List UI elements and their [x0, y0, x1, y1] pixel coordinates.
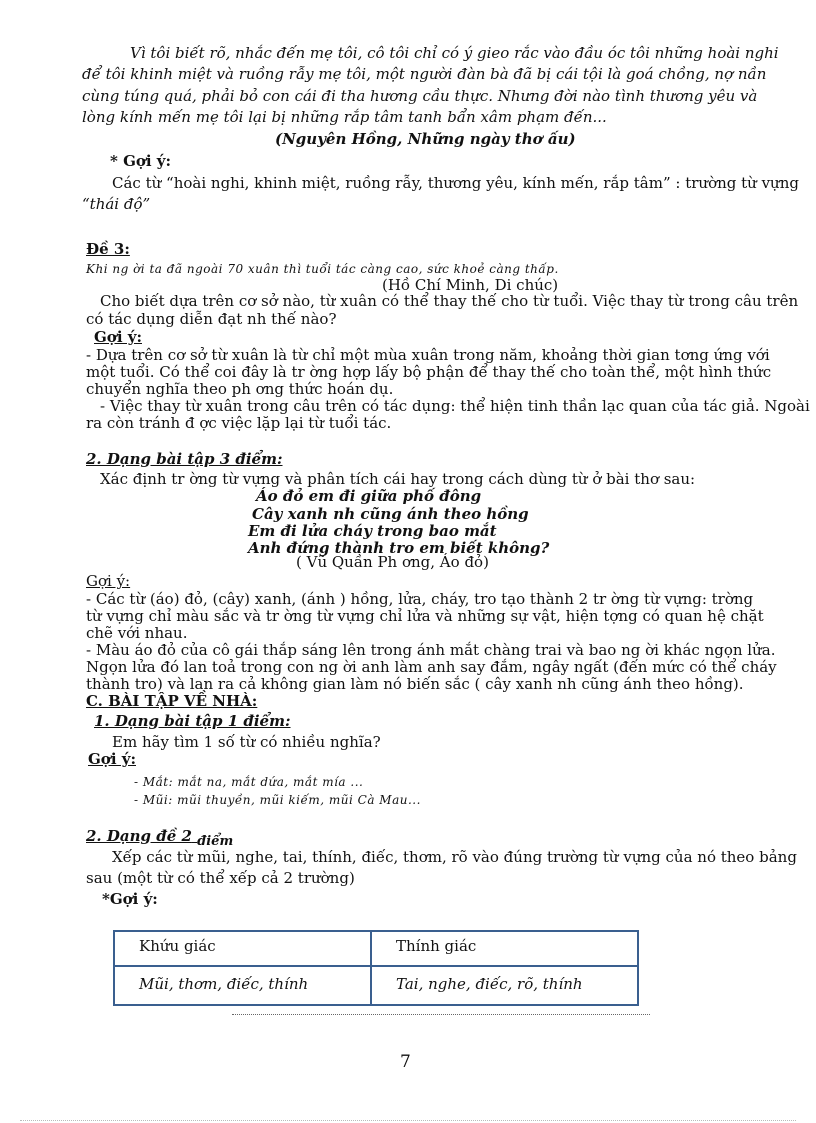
- sec2-hint-4: - Màu áo đỏ của cô gái thắp sáng lên trong ánh mắt chàng trai và bao ng ời khác ngọn lửa.: [86, 641, 776, 659]
- dotted-separator: [232, 1014, 650, 1015]
- intro-line-4: lòng kính mến mẹ tôi lại bị những rắp tâm tanh bẩn xâm phạm đến...: [82, 108, 607, 126]
- poem-source: ( Vũ Quần Ph ơng, Áo đỏ): [296, 553, 489, 571]
- de3-question-1: Cho biết dựa trên cơ sở nào, từ xuân có thể thay thế cho từ tuổi. Việc thay từ trong câu trên: [100, 292, 799, 310]
- sec2-hint-3: chẽ với nhau.: [86, 624, 188, 642]
- hint1-line-1: Các từ “hoài nghi, khinh miệt, ruồng rẫy, thương yêu, kính mến, rắp tâm” : trường từ vựng: [112, 174, 799, 192]
- de3-hint-5: ra còn tránh đ ợc việc lặp lại từ tuổi tác.: [86, 414, 392, 432]
- hint1-label: * Gợi ý:: [110, 152, 172, 170]
- intro-line-1: Vì tôi biết rõ, nhắc đến mẹ tôi, cô tôi chỉ có ý gieo rắc vào đầu óc tôi những hoài nghi: [130, 44, 779, 62]
- de3-quote: Khi ng ời ta đã ngoài 70 xuân thì tuổi tác càng cao, sức khoẻ càng thấp.: [86, 262, 559, 276]
- intro-line-2: để tôi khinh miệt và ruồng rẫy mẹ tôi, một người đàn bà đã bị cái tội là goá chồng, nợ nần: [82, 65, 767, 83]
- table-header-hearing: Thính giác: [396, 937, 477, 955]
- de3-hint-1: - Dựa trên cơ sở từ xuân là từ chỉ một mùa xuân trong năm, khoảng thời gian tơng ứng với: [86, 346, 770, 364]
- page-bottom-rule: [20, 1120, 796, 1121]
- sec22-hint-label: *Gợi ý:: [102, 890, 158, 908]
- secC-hint-2: - Mũi: mũi thuyền, mũi kiếm, mũi Cà Mau...: [134, 793, 421, 807]
- de3-source: (Hồ Chí Minh, Di chúc): [382, 276, 559, 294]
- de3-hint-label: Gợi ý:: [94, 328, 142, 346]
- poem-line-3: Em đi lửa cháy trong bao mắt: [248, 522, 497, 540]
- sec2-hint-label: Gợi ý:: [86, 572, 131, 590]
- de3-hint-2: một tuổi. Có thể coi đây là tr ờng hợp lấy bộ phận để thay thế cho toàn thể, một hình thức: [86, 363, 772, 381]
- de3-title: Đề 3:: [86, 240, 130, 258]
- secC-hint-1: - Mắt: mắt na, mắt dứa, mắt mía ...: [134, 775, 364, 789]
- sec2-hint-6: thành tro) và lan ra cả không gian làm nó biến sắc ( cây xanh nh cũng ánh theo hồng).: [86, 675, 744, 693]
- page-number: 7: [400, 1052, 411, 1072]
- table-col-divider: [370, 932, 372, 1004]
- sec2-hint-1: - Các từ (áo) đỏ, (cây) xanh, (ánh ) hồng, lửa, cháy, tro tạo thành 2 tr ờng từ vựng: trờng: [86, 590, 754, 608]
- de3-question-2: có tác dụng diễn đạt nh thế nào?: [86, 310, 337, 328]
- table-cell-smell: Mũi, thơm, điếc, thính: [139, 975, 309, 993]
- sec2-task: Xác định tr ờng từ vựng và phân tích cái hay trong cách dùng từ ở bài thơ sau:: [100, 470, 696, 488]
- sec22-question-1: Xếp các từ mũi, nghe, tai, thính, điếc, thơm, rõ vào đúng trường từ vựng của nó theo bảng: [112, 848, 797, 866]
- secC-sub1: 1. Dạng bài tập 1 điểm:: [94, 712, 291, 730]
- sec2-hint-2: từ vựng chỉ màu sắc và tr ờng từ vựng chỉ lửa và những sự vật, hiện tợng có quan hệ chặt: [86, 607, 764, 625]
- sec22-title-a: 2. Dạng đề 2: [86, 827, 192, 845]
- sec2-title: 2. Dạng bài tập 3 điểm:: [86, 450, 283, 468]
- poem-line-4: Anh đứng thành tro em biết không?: [248, 539, 550, 557]
- hint1-line-2: “thái độ”: [82, 195, 151, 213]
- sec2-hint-5: Ngọn lửa đó lan toả trong con ng ời anh làm anh say đắm, ngây ngất (đến mức có thể cháy: [86, 658, 777, 676]
- poem-line-1: Áo đỏ em đi giữa phố đông: [256, 487, 482, 505]
- intro-source: (Nguyên Hồng, Những ngày thơ ấu): [275, 130, 576, 148]
- sec22-title: [86, 827, 233, 847]
- de3-hint-3: chuyển nghĩa theo ph ơng thức hoán dụ.: [86, 380, 394, 398]
- secC-hint-label: Gợi ý:: [88, 750, 136, 768]
- secC-title: C. BÀI TẬP VỀ NHÀ:: [86, 692, 258, 710]
- vocab-field-table: [113, 930, 639, 1006]
- intro-line-3: cùng túng quá, phải bỏ con cái đi tha hương cầu thực. Nhưng đời nào tình thương yêu và: [82, 87, 758, 105]
- table-row-divider: [115, 965, 637, 967]
- sec22-question-2: sau (một từ có thể xếp cả 2 trường): [86, 869, 355, 887]
- de3-hint-4: - Việc thay từ xuân trong câu trên có tác dụng: thể hiện tinh thần lạc quan của tác giả. Ngoài: [100, 397, 810, 415]
- poem-line-2: Cây xanh nh cũng ánh theo hồng: [252, 505, 529, 523]
- sec22-title-b: điểm: [197, 834, 234, 849]
- table-cell-hearing: Tai, nghe, điếc, rõ, thính: [396, 975, 583, 993]
- table-header-smell: Khứu giác: [139, 937, 216, 955]
- secC-question: Em hãy tìm 1 số từ có nhiều nghĩa?: [112, 733, 381, 751]
